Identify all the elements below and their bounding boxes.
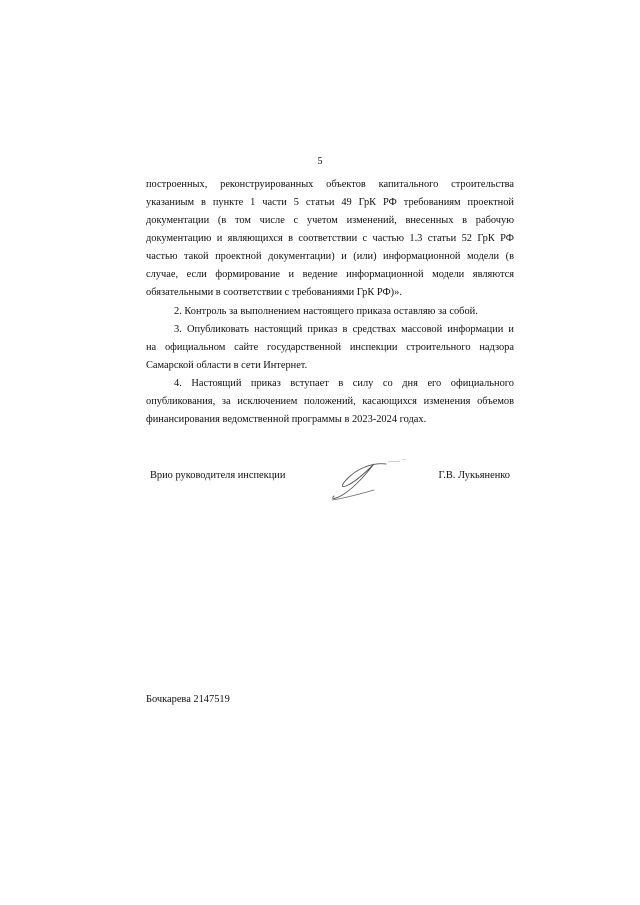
text-line: опубликования, за исключением положений, касающихся изменения объемов xyxy=(146,396,514,407)
signatory-name: Г.В. Лукьяненко xyxy=(438,470,510,481)
paragraph-effective xyxy=(146,375,514,429)
handwritten-signature-icon xyxy=(316,456,416,506)
paragraph-control xyxy=(146,303,514,321)
text-line: построенных, реконструированных объектов капитального строительства xyxy=(146,179,514,190)
text-line: 4. Настоящий приказ вступает в силу со дня его официального xyxy=(174,378,514,389)
text-line: указаниым в пункте 1 части 5 статьи 49 ГрК РФ требованиям проектной xyxy=(146,197,514,208)
text-line: частью такой проектной документации) и (или) информационной модели (в xyxy=(146,251,514,262)
text-line: документацию и являющихся в соответствии с частью 1.3 статьи 52 ГрК РФ xyxy=(146,233,514,244)
paragraph-continuation xyxy=(146,176,514,302)
text-line: документации (в том числе с учетом изменений, внесенных в рабочую xyxy=(146,215,514,226)
text-line: обязательными в соответствии с требованиями ГрК РФ)». xyxy=(146,287,402,298)
signature-block xyxy=(150,464,510,504)
text-line: на официальном сайте государственной инспекции строительного надзора xyxy=(146,342,514,353)
text-line: 3. Опубликовать настоящий приказ в средствах массовой информации и xyxy=(174,324,514,335)
text-line: случае, если формирование и ведение информационной модели являются xyxy=(146,269,514,280)
text-line: финансирования ведомственной программы в 2023-2024 годах. xyxy=(146,414,427,425)
executor-contact: Бочкарева 2147519 xyxy=(146,694,230,705)
text-line: 2. Контроль за выполнением настоящего приказа оставляю за собой. xyxy=(174,306,478,317)
text-line: Самарской области в сети Интернет. xyxy=(146,360,308,371)
page-number: 5 xyxy=(317,156,323,167)
paragraph-publish xyxy=(146,321,514,375)
signatory-position: Врио руководителя инспекции xyxy=(150,470,286,481)
